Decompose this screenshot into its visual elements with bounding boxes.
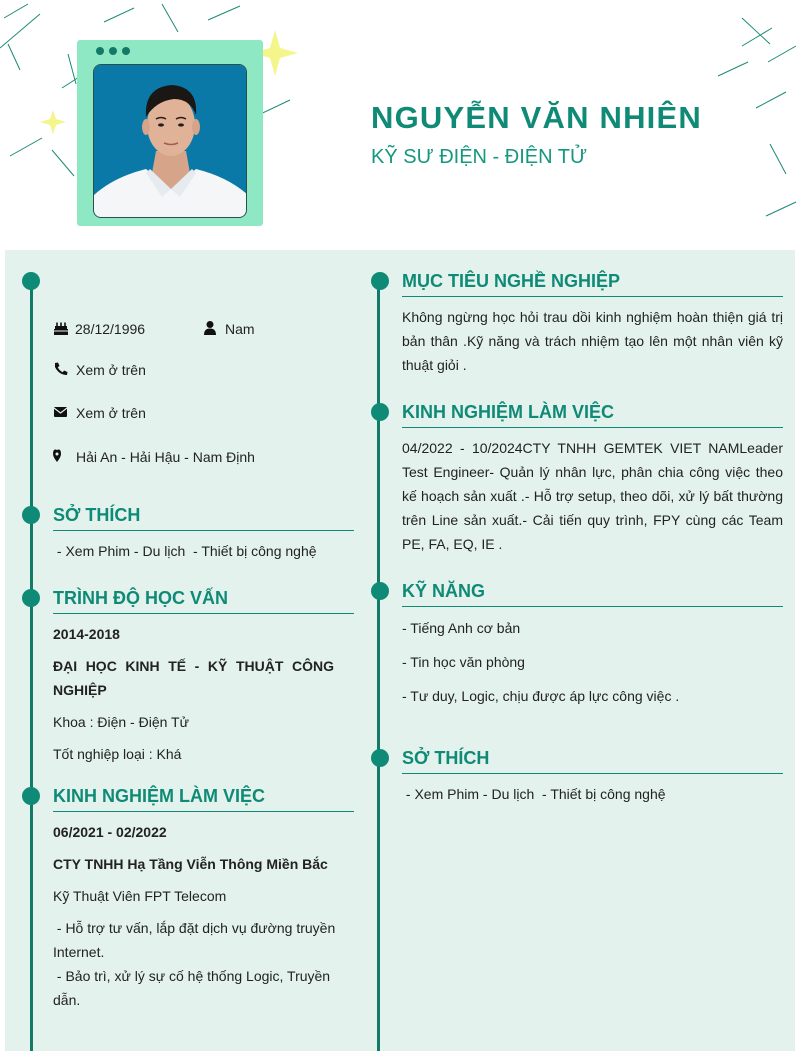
section-divider (402, 427, 783, 428)
map-marker-icon (53, 448, 69, 464)
timeline-bullet (371, 749, 389, 767)
timeline-bullet (371, 403, 389, 421)
job-title: KỸ SƯ ĐIỆN - ĐIỆN TỬ (371, 146, 588, 168)
skill-item: - Tiếng Anh cơ bản (402, 620, 521, 636)
section-divider (402, 773, 783, 774)
left-timeline (30, 280, 33, 1051)
education-faculty: Khoa : Điện - Điện Tử (53, 714, 189, 730)
right-timeline (377, 280, 380, 1051)
education-title: TRÌNH ĐỘ HỌC VẤN (53, 588, 228, 608)
phone-icon (53, 361, 69, 377)
cv-header (0, 0, 800, 250)
education-period: 2014-2018 (53, 626, 120, 642)
timeline-bullet (371, 272, 389, 290)
skills-title: KỸ NĂNG (402, 581, 486, 601)
section-divider (402, 606, 783, 607)
address-value: Hải An - Hải Hậu - Nam Định (76, 449, 255, 465)
interests-text: - Xem Phim - Du lịch - Thiết bị công nghệ (402, 786, 666, 802)
work-experience-title: KINH NGHIỆM LÀM VIỆC (402, 402, 615, 422)
experience-duty: - Bảo trì, xử lý sự cố hệ thống Logic, Truyền dẫn. (53, 968, 334, 1008)
phone-value: Xem ở trên (76, 362, 146, 378)
profile-photo (93, 64, 247, 218)
skill-item: - Tư duy, Logic, chịu được áp lực công việc . (402, 688, 680, 704)
sparkle-icon (40, 110, 66, 134)
hobbies-title: SỞ THÍCH (53, 505, 141, 525)
birthday-cake-icon (53, 320, 69, 336)
timeline-bullet (371, 582, 389, 600)
timeline-bullet (22, 787, 40, 805)
experience-position: Kỹ Thuật Viên FPT Telecom (53, 888, 227, 904)
window-dots (96, 47, 130, 55)
gender-value: Nam (225, 321, 255, 337)
experience-period: 06/2021 - 02/2022 (53, 824, 167, 840)
hobbies-text: - Xem Phim - Du lịch - Thiết bị công nghệ (53, 543, 317, 559)
envelope-icon (53, 404, 69, 420)
interests-title: SỞ THÍCH (402, 748, 490, 768)
objective-title: MỤC TIÊU NGHỀ NGHIỆP (402, 271, 621, 291)
section-divider (402, 296, 783, 297)
section-divider (53, 811, 354, 812)
experience-company: CTY TNHH Hạ Tầng Viễn Thông Miền Bắc (53, 856, 328, 872)
objective-text: Không ngừng học hỏi trau dồi kinh nghiệm hoàn thiện giá trị bản thân .Kỹ năng và trách nhiệm tạo lên một nhân viên kỹ thuật giỏi . (402, 309, 783, 373)
skill-item: - Tin học văn phòng (402, 654, 525, 670)
timeline-bullet (22, 506, 40, 524)
experience-duty: - Hỗ trợ tư vấn, lắp đặt dịch vụ đường truyền Internet. (53, 920, 340, 960)
user-icon (203, 320, 219, 336)
education-grade: Tốt nghiệp loại : Khá (53, 746, 182, 762)
education-school: ĐẠI HỌC KINH TẾ - KỸ THUẬT CÔNG NGHIỆP (53, 658, 334, 698)
birthday-value: 28/12/1996 (75, 321, 146, 337)
work-experience-text: 04/2022 - 10/2024CTY TNHH GEMTEK VIET NAMLeader Test Engineer- Quản lý nhân lực, phân chia công việc theo kế hoạch sản xuất .- Hỗ trợ setup, theo dõi, xử lý bất thường trên Line sản xuất.- Cải tiến quy trình, FPY cùng các Team PE, FA, EQ, IE . (402, 440, 783, 552)
experience-title: KINH NGHIỆM LÀM VIỆC (53, 786, 266, 806)
section-divider (53, 530, 354, 531)
candidate-name: NGUYỄN VĂN NHIÊN (371, 100, 702, 135)
timeline-bullet (22, 589, 40, 607)
timeline-bullet (22, 272, 40, 290)
section-divider (53, 613, 354, 614)
email-value: Xem ở trên (76, 405, 146, 421)
